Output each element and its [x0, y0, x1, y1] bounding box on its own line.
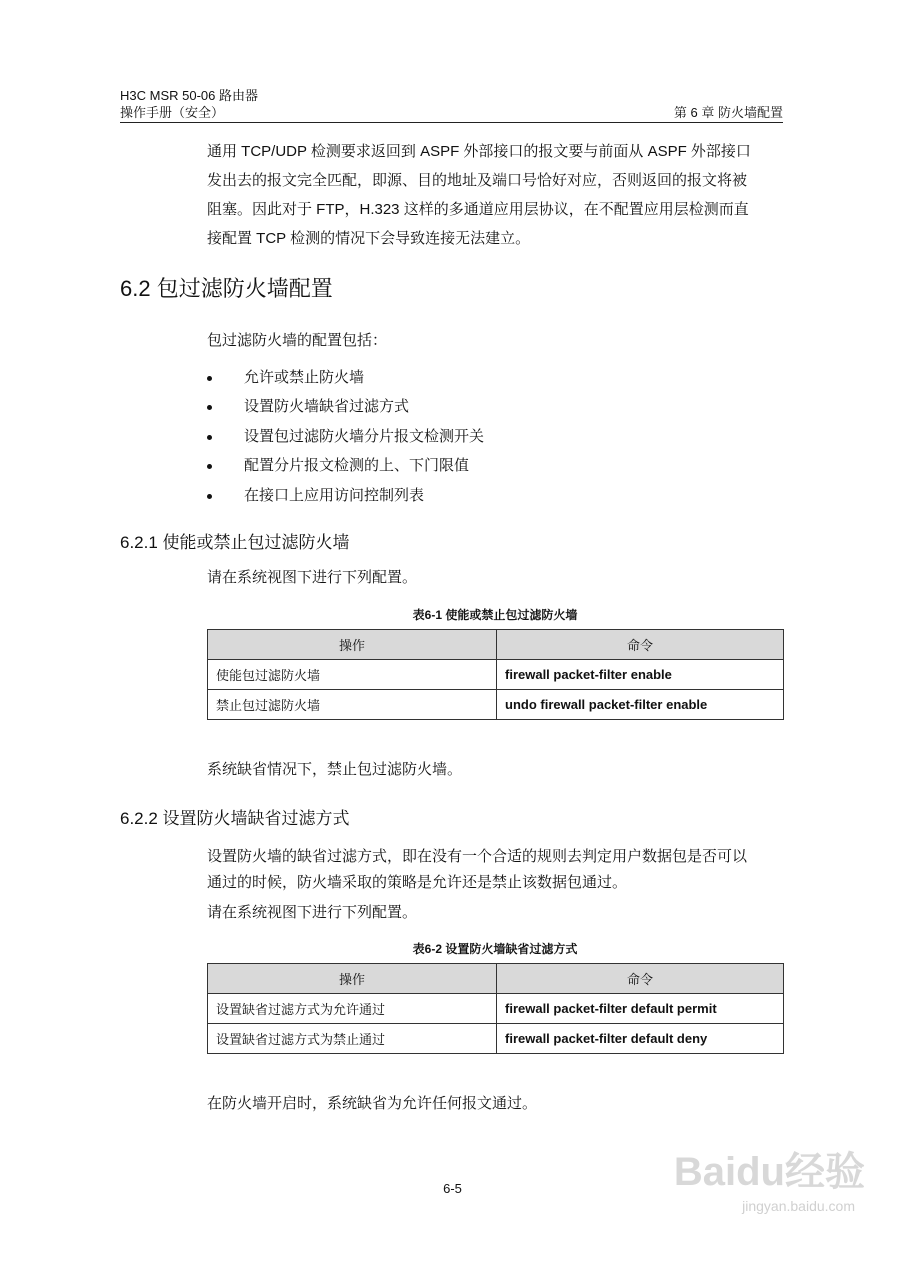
watermark-logo: Baidu经验: [673, 1150, 865, 1194]
table-header: 操作: [208, 630, 497, 660]
bullet-item: 配置分片报文检测的上、下门限值: [207, 454, 469, 475]
table-caption: 表6-1 使能或禁止包过滤防火墙: [412, 608, 578, 622]
bullet-item: 允许或禁止防火墙: [207, 366, 364, 387]
subsection-title: 6.2.1 使能或禁止包过滤防火墙: [120, 533, 350, 552]
intro-line: 发出去的报文完全匹配，即源、目的地址及端口号恰好对应，否则返回的报文将被: [207, 172, 748, 189]
note: 系统缺省情况下，禁止包过滤防火墙。: [207, 761, 463, 778]
subsection-lead: 请在系统视图下进行下列配置。: [207, 904, 418, 921]
intro-line: 通用 TCP/UDP 检测要求返回到 ASPF 外部接口的报文要与前面从 ASPF 外部接口: [207, 143, 751, 160]
intro-line: 阻塞。因此对于 FTP，H.323 这样的多通道应用层协议，在不配置应用层检测而直: [207, 201, 749, 218]
table-caption: 表6-2 设置防火墙缺省过滤方式: [412, 942, 578, 956]
watermark-url: jingyan.baidu.com: [742, 1198, 855, 1214]
page-number: 6-5: [443, 1181, 462, 1196]
bullet-item: 设置包过滤防火墙分片报文检测开关: [207, 425, 484, 446]
table-header: 操作: [208, 964, 497, 994]
header-rule: [120, 122, 783, 123]
table-6-1: [207, 629, 784, 720]
table-row: 使能包过滤防火墙 firewall packet-filter enable: [208, 660, 784, 690]
section-lead: 包过滤防火墙的配置包括：: [207, 332, 388, 349]
subsection-title: 6.2.2 设置防火墙缺省过滤方式: [120, 809, 350, 828]
intro-line: 接配置 TCP 检测的情况下会导致连接无法建立。: [207, 230, 531, 247]
table-6-2: [207, 963, 784, 1054]
table-header: 命令: [497, 630, 784, 660]
table-row: 设置缺省过滤方式为允许通过 firewall packet-filter default permit: [208, 994, 784, 1024]
bullet-item: 在接口上应用访问控制列表: [207, 484, 424, 505]
section-title: 6.2 包过滤防火墙配置: [120, 276, 333, 301]
para-line: 设置防火墙的缺省过滤方式，即在没有一个合适的规则去判定用户数据包是否可以: [207, 848, 748, 865]
note: 在防火墙开启时，系统缺省为允许任何报文通过。: [207, 1095, 538, 1112]
table-row: 设置缺省过滤方式为禁止通过 firewall packet-filter default deny: [208, 1024, 784, 1054]
para-line: 通过的时候，防火墙采取的策略是允许还是禁止该数据包通过。: [207, 874, 628, 891]
table-header: 命令: [497, 964, 784, 994]
table-row: 禁止包过滤防火墙 undo firewall packet-filter enable: [208, 690, 784, 720]
header-product: H3C MSR 50-06 路由器: [120, 88, 258, 103]
bullet-item: 设置防火墙缺省过滤方式: [207, 395, 409, 416]
header-manual: 操作手册（安全）: [120, 105, 225, 120]
subsection-lead: 请在系统视图下进行下列配置。: [207, 569, 418, 586]
header-chapter: 第 6 章 防火墙配置: [673, 105, 783, 120]
